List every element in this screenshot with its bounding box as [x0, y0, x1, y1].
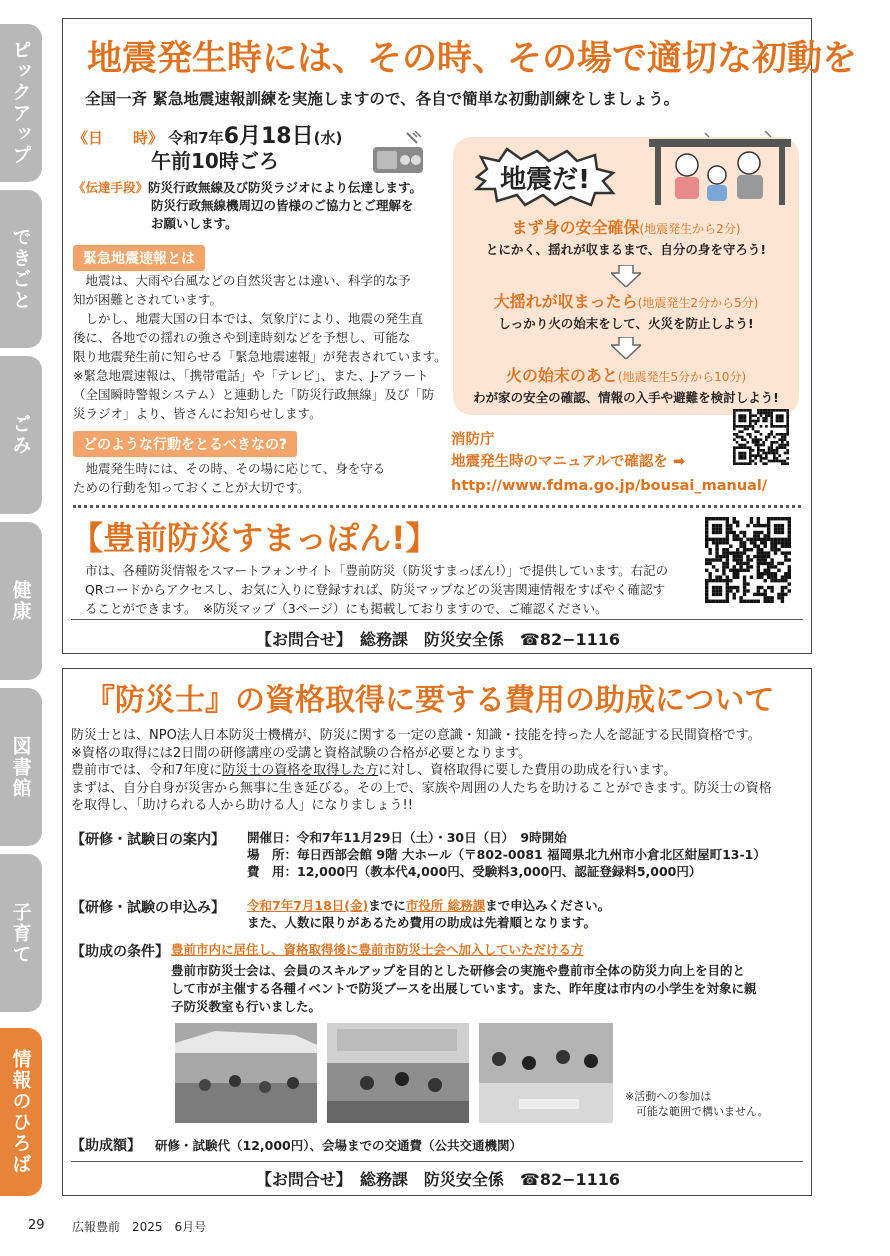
dotted-divider	[73, 505, 801, 508]
text-line: 限り地震発生前に知らせる「緊急地震速報」が発表されています。	[73, 349, 447, 364]
guide-label: 【研修・試験日の案内】	[71, 832, 225, 848]
tab-label: 図書館	[9, 735, 32, 799]
amount-label: 【助成額】	[71, 1138, 141, 1154]
means-text: お願いします。	[151, 216, 238, 231]
tab-garbage[interactable]	[0, 356, 42, 514]
photo-indoor-class	[327, 1023, 469, 1123]
text-line: ※資格の取得には2日間の研修講座の受講と資格試験の合格が必要となります。	[71, 745, 532, 761]
guide-cost: 費 用：12,000円（教本代4,000円、受験料3,000円、認証登録料5,000円）	[247, 864, 702, 879]
drill-time: 午前10時ごろ	[151, 149, 279, 173]
tab-childcare[interactable]	[0, 854, 42, 1012]
text-span: までに	[368, 898, 406, 913]
tab-info-plaza[interactable]	[0, 1028, 42, 1196]
burst-text: 地震だ!	[500, 165, 590, 195]
step-time: (地震発生2分から5分)	[637, 296, 759, 310]
text-line: ※活動への参加は	[625, 1090, 712, 1103]
text-line: 市は、各種防災情報をスマートフォンサイト「豊前防災（防災すまっぽん!）」で提供しています。右記の	[85, 563, 669, 578]
step-text: しっかり火の始末をして、火災を防止しよう!	[498, 316, 754, 331]
section-subtitle: 全国一斉 緊急地震速報訓練を実施しますので、各自で簡単な初動訓練をしましょう。	[85, 90, 680, 108]
arrow-down-icon	[611, 265, 641, 287]
fdma-link[interactable]: http://www.fdma.go.jp/bousai_manual/	[451, 478, 768, 494]
photo-training	[479, 1023, 613, 1123]
page-number: 29	[28, 1218, 45, 1233]
step-time: (地震発生5分から10分)	[617, 370, 747, 384]
divider	[71, 619, 803, 620]
arrow-down-icon	[611, 337, 641, 359]
text-line: ※緊急地震速報は、「携帯電話」や「テレビ」、また、J-アラート	[73, 368, 429, 383]
means-label: 《伝達手段》	[73, 180, 149, 195]
text-line: 豊前市防災士会は、会員のスキルアップを目的とした研修会の実施や豊前市全体の防災力向上を目的と	[171, 963, 746, 978]
text-line: （全国瞬時警報システム）と連動した「防災行政無線」及び「防	[73, 387, 435, 402]
publication-name: 広報豊前 2025 6月号	[72, 1220, 207, 1234]
divider	[71, 1161, 803, 1162]
text-line: 可能な範囲で構いません。	[625, 1105, 769, 1118]
text-line: まずは、自分自身が災害から無事に生き延びる。その上で、家族や周囲の人たちを助けることができます。防災士の資格	[71, 780, 772, 796]
tab-label: 健康	[9, 580, 32, 622]
text-line: また、人数に限りがあるため費用の助成は先着順となります。	[247, 915, 597, 930]
text-line: 後に、各地での揺れの強さや到達時刻などを予想し、可能な	[73, 330, 411, 345]
photo-outdoor-event	[175, 1023, 317, 1123]
apply-label: 【研修・試験の申込み】	[71, 900, 225, 916]
condition-details	[171, 941, 757, 1016]
text-span: まで申込みください。	[485, 898, 611, 913]
apply-deadline: 令和7年7月18日(金)	[247, 898, 369, 913]
text-line: して市が主催する各種イベントで防災ブースを出展しています。また、昨年度は市内の小学生を対象に親	[171, 981, 757, 996]
text-line: 防災士とは、NPO法人日本防災士機構が、防災に関する一定の意識・知識・技能を持った人を認証する民間資格です。	[71, 728, 761, 743]
tab-label: 子育て	[9, 901, 32, 965]
text-line: ための行動を知っておくことが大切です。	[73, 480, 310, 495]
fdma-text: 地震発生時のマニュアルで確認を	[451, 454, 668, 470]
arrow-right-icon: ➡	[672, 454, 686, 470]
section-title: 地震発生時には、その時、その場で適切な初動を	[87, 39, 858, 79]
step-heading: 大揺れが収まったら	[493, 292, 638, 311]
condition-label: 【助成の条件】	[71, 944, 169, 960]
radio-icon	[371, 131, 425, 175]
text-line: QRコードからアクセスし、お気に入りに登録すれば、防災マップなどの災害関連情報をすばやく確認す	[85, 582, 666, 597]
text-underlined: 防災士の資格を取得した方	[222, 763, 379, 778]
tab-events[interactable]	[0, 190, 42, 348]
date-weekday: (水)	[313, 129, 343, 147]
bousaishi-section	[62, 668, 812, 1196]
step-safety	[453, 215, 799, 258]
text-span: 豊前市では、令和7年度に	[71, 763, 223, 778]
action-description	[73, 459, 385, 497]
apply-details	[247, 897, 610, 931]
tab-label: ごみ	[9, 414, 32, 456]
step-evacuation	[453, 363, 799, 406]
amount-details: 研修・試験代（12,000円）、会場までの交通費（公共交通機関）	[155, 1138, 522, 1153]
text-line: を取得し、「助けられる人から助ける人」になりましょう!!	[71, 798, 413, 813]
earthquake-section	[62, 18, 858, 654]
means-text: 防災行政無線及び防災ラジオにより伝達します。	[148, 180, 423, 195]
date-label: 《日 時》	[73, 129, 164, 147]
badge-eew: 緊急地震速報とは	[73, 245, 205, 271]
step-heading: 火の始末のあと	[505, 366, 618, 385]
section-title: 『防災士』の資格取得に要する費用の助成について	[85, 683, 775, 718]
transmission-means	[73, 179, 422, 233]
tab-pickup[interactable]	[0, 24, 42, 182]
step-text: わが家の安全の確認、情報の入手や避難を検討しよう!	[473, 390, 779, 405]
tab-label: 情報のひろば	[9, 1049, 32, 1175]
guide-venue: 場 所：毎日西部会館 9階 大ホール（〒802-0081 福岡県北九州市小倉北区紺屋町13-1）	[247, 847, 766, 862]
text-line: 災ラジオ」より、皆さんにお知らせします。	[73, 406, 322, 421]
side-navigation	[0, 0, 42, 1256]
contact-line: 【お問合せ】 総務課 防災安全係 ☎82−1116	[255, 630, 621, 649]
sumapon-title: 【豊前防災すまっぽん!】	[71, 519, 438, 557]
apply-office: 市役所 総務課	[405, 898, 486, 913]
date-year: 令和7年	[168, 129, 224, 147]
text-line: 地震は、大雨や台風などの自然災害とは違い、科学的な予	[73, 273, 411, 288]
text-span: に対し、資格取得に要した費用の助成を行います。	[378, 763, 677, 778]
sumapon-description	[85, 561, 668, 618]
tab-library[interactable]	[0, 688, 42, 846]
intro-text	[71, 727, 772, 815]
tab-label: ピックアップ	[9, 40, 32, 166]
qr-code-fdma[interactable]	[733, 409, 789, 465]
fdma-org: 消防庁	[451, 432, 495, 448]
guide-details	[247, 829, 766, 880]
tab-health[interactable]	[0, 522, 42, 680]
eew-description	[73, 271, 447, 423]
text-line: しかし、地震大国の日本では、気象庁により、地震の発生直	[73, 311, 424, 326]
text-line: ることができます。 ※防災マップ（3ページ）にも掲載しておりますので、ご確認ください。	[85, 601, 608, 616]
means-text: 防災行政無線機周辺の皆様のご協力とご理解を	[151, 198, 414, 213]
step-text: とにかく、揺れが収まるまで、自分の身を守ろう!	[485, 242, 767, 257]
condition-main: 豊前市内に居住し、資格取得後に豊前市防災士会へ加入していただける方	[171, 942, 584, 957]
step-fire-prevention	[453, 289, 799, 332]
initial-response-panel	[453, 137, 799, 415]
step-heading: まず身の安全確保	[511, 218, 640, 237]
fdma-reference	[451, 429, 767, 497]
text-line: 知が困難とされています。	[73, 292, 223, 307]
badge-action: どのような行動をとるべきなの?	[73, 431, 297, 457]
text-line: 子防災教室も行いました。	[171, 999, 322, 1014]
qr-code-sumapon[interactable]	[705, 517, 791, 603]
family-under-table-illustration	[645, 131, 795, 207]
activity-note	[625, 1089, 769, 1119]
date-day: 6月18日	[223, 124, 314, 149]
guide-date: 開催日：令和7年11月29日（土）・30日（日） 9時開始	[247, 830, 567, 845]
text-line: 地震発生時には、その時、その場に応じて、身を守る	[73, 461, 386, 476]
step-time: (地震発生から2分)	[639, 222, 741, 236]
contact-line: 【お問合せ】 総務課 防災安全係 ☎82−1116	[255, 1170, 621, 1189]
tab-label: できごと	[9, 227, 32, 311]
